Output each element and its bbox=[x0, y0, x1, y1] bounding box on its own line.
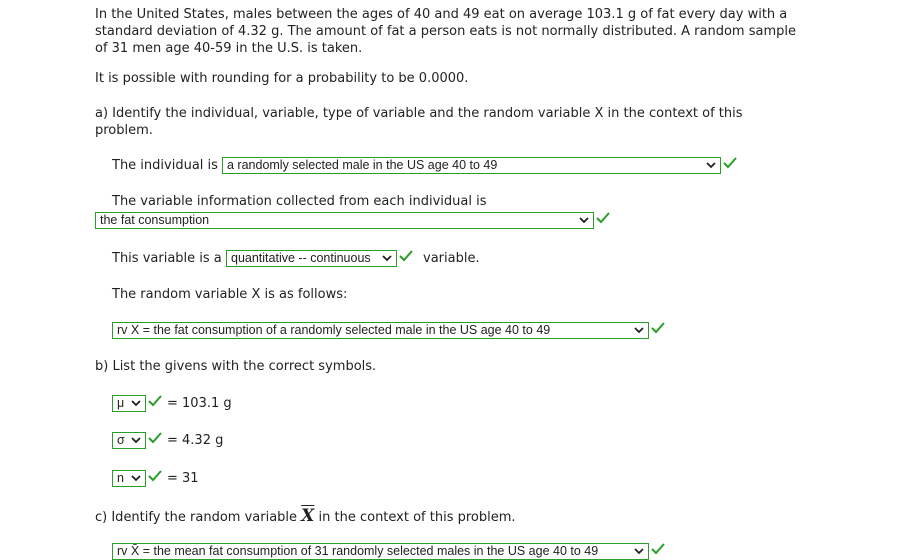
part-c-prefix: c) Identify the random variable bbox=[95, 510, 298, 525]
chevron-down-icon bbox=[706, 159, 716, 171]
variable-type-select-value: quantitative -- continuous bbox=[231, 251, 371, 265]
checkmark-icon bbox=[399, 250, 413, 262]
question-line: problem. bbox=[95, 123, 153, 138]
intro-line: In the United States, males between the ages of 40 and 49 eat on average 103.1 g of fat every day with a bbox=[95, 7, 788, 22]
chevron-down-icon bbox=[131, 434, 141, 446]
intro-line: of 31 men age 40-59 in the U.S. is taken. bbox=[95, 41, 363, 56]
individual-select-value: a randomly selected male in the US age 40 to 49 bbox=[227, 158, 498, 172]
symbol-select-value: μ bbox=[117, 396, 125, 410]
chevron-down-icon bbox=[131, 397, 141, 409]
variable-label: The variable information collected from each individual is bbox=[112, 194, 487, 209]
checkmark-icon bbox=[723, 157, 737, 169]
random-variable-select-value: rv X = the fat consumption of a randomly selected male in the US age 40 to 49 bbox=[117, 323, 551, 337]
part-c-suffix: in the context of this problem. bbox=[318, 510, 516, 525]
chevron-down-icon bbox=[634, 324, 644, 336]
variable-type-prefix: This variable is a bbox=[112, 251, 222, 266]
sample-mean-rv-select-value: rv X̄ = the mean fat consumption of 31 randomly selected males in the US age 40 to 49 bbox=[117, 544, 599, 558]
n-symbol-select[interactable] bbox=[112, 470, 146, 487]
symbol-select-value: σ bbox=[117, 433, 125, 447]
checkmark-icon bbox=[596, 212, 610, 224]
part-a-question bbox=[95, 105, 815, 139]
given-value: = 4.32 g bbox=[167, 433, 224, 448]
intro-line: standard deviation of 4.32 g. The amount of fat a person eats is not normally distributed. A random sample bbox=[95, 24, 796, 39]
rounding-note: It is possible with rounding for a probability to be 0.0000. bbox=[95, 71, 469, 86]
checkmark-icon bbox=[148, 470, 162, 482]
checkmark-icon bbox=[651, 322, 665, 334]
individual-select[interactable] bbox=[222, 157, 721, 174]
given-value: = 31 bbox=[167, 471, 199, 486]
part-b-question: b) List the givens with the correct symbols. bbox=[95, 359, 377, 374]
sigma-symbol-select[interactable] bbox=[112, 432, 146, 449]
random-variable-select[interactable] bbox=[112, 322, 649, 339]
chevron-down-icon bbox=[579, 214, 589, 226]
chevron-down-icon bbox=[382, 252, 392, 264]
mu-symbol-select[interactable] bbox=[112, 395, 146, 412]
variable-select[interactable] bbox=[95, 212, 594, 229]
symbol-select-value: n bbox=[117, 471, 124, 485]
given-value: = 103.1 g bbox=[167, 396, 232, 411]
individual-label: The individual is bbox=[112, 158, 218, 173]
variable-select-value: the fat consumption bbox=[100, 213, 210, 227]
checkmark-icon bbox=[651, 543, 665, 555]
chevron-down-icon bbox=[131, 472, 141, 484]
chevron-down-icon bbox=[634, 545, 644, 557]
problem-statement bbox=[95, 6, 815, 57]
checkmark-icon bbox=[148, 432, 162, 444]
random-variable-label: The random variable X is as follows: bbox=[112, 287, 348, 302]
variable-type-suffix: variable. bbox=[423, 251, 480, 266]
part-c-question bbox=[95, 506, 516, 526]
question-line: a) Identify the individual, variable, type of variable and the random variable X in the context of this bbox=[95, 106, 743, 121]
variable-type-select[interactable] bbox=[226, 250, 397, 267]
checkmark-icon bbox=[148, 395, 162, 407]
sample-mean-rv-select[interactable] bbox=[112, 543, 649, 560]
x-bar-symbol: $\overline{X}$ bbox=[301, 506, 315, 526]
